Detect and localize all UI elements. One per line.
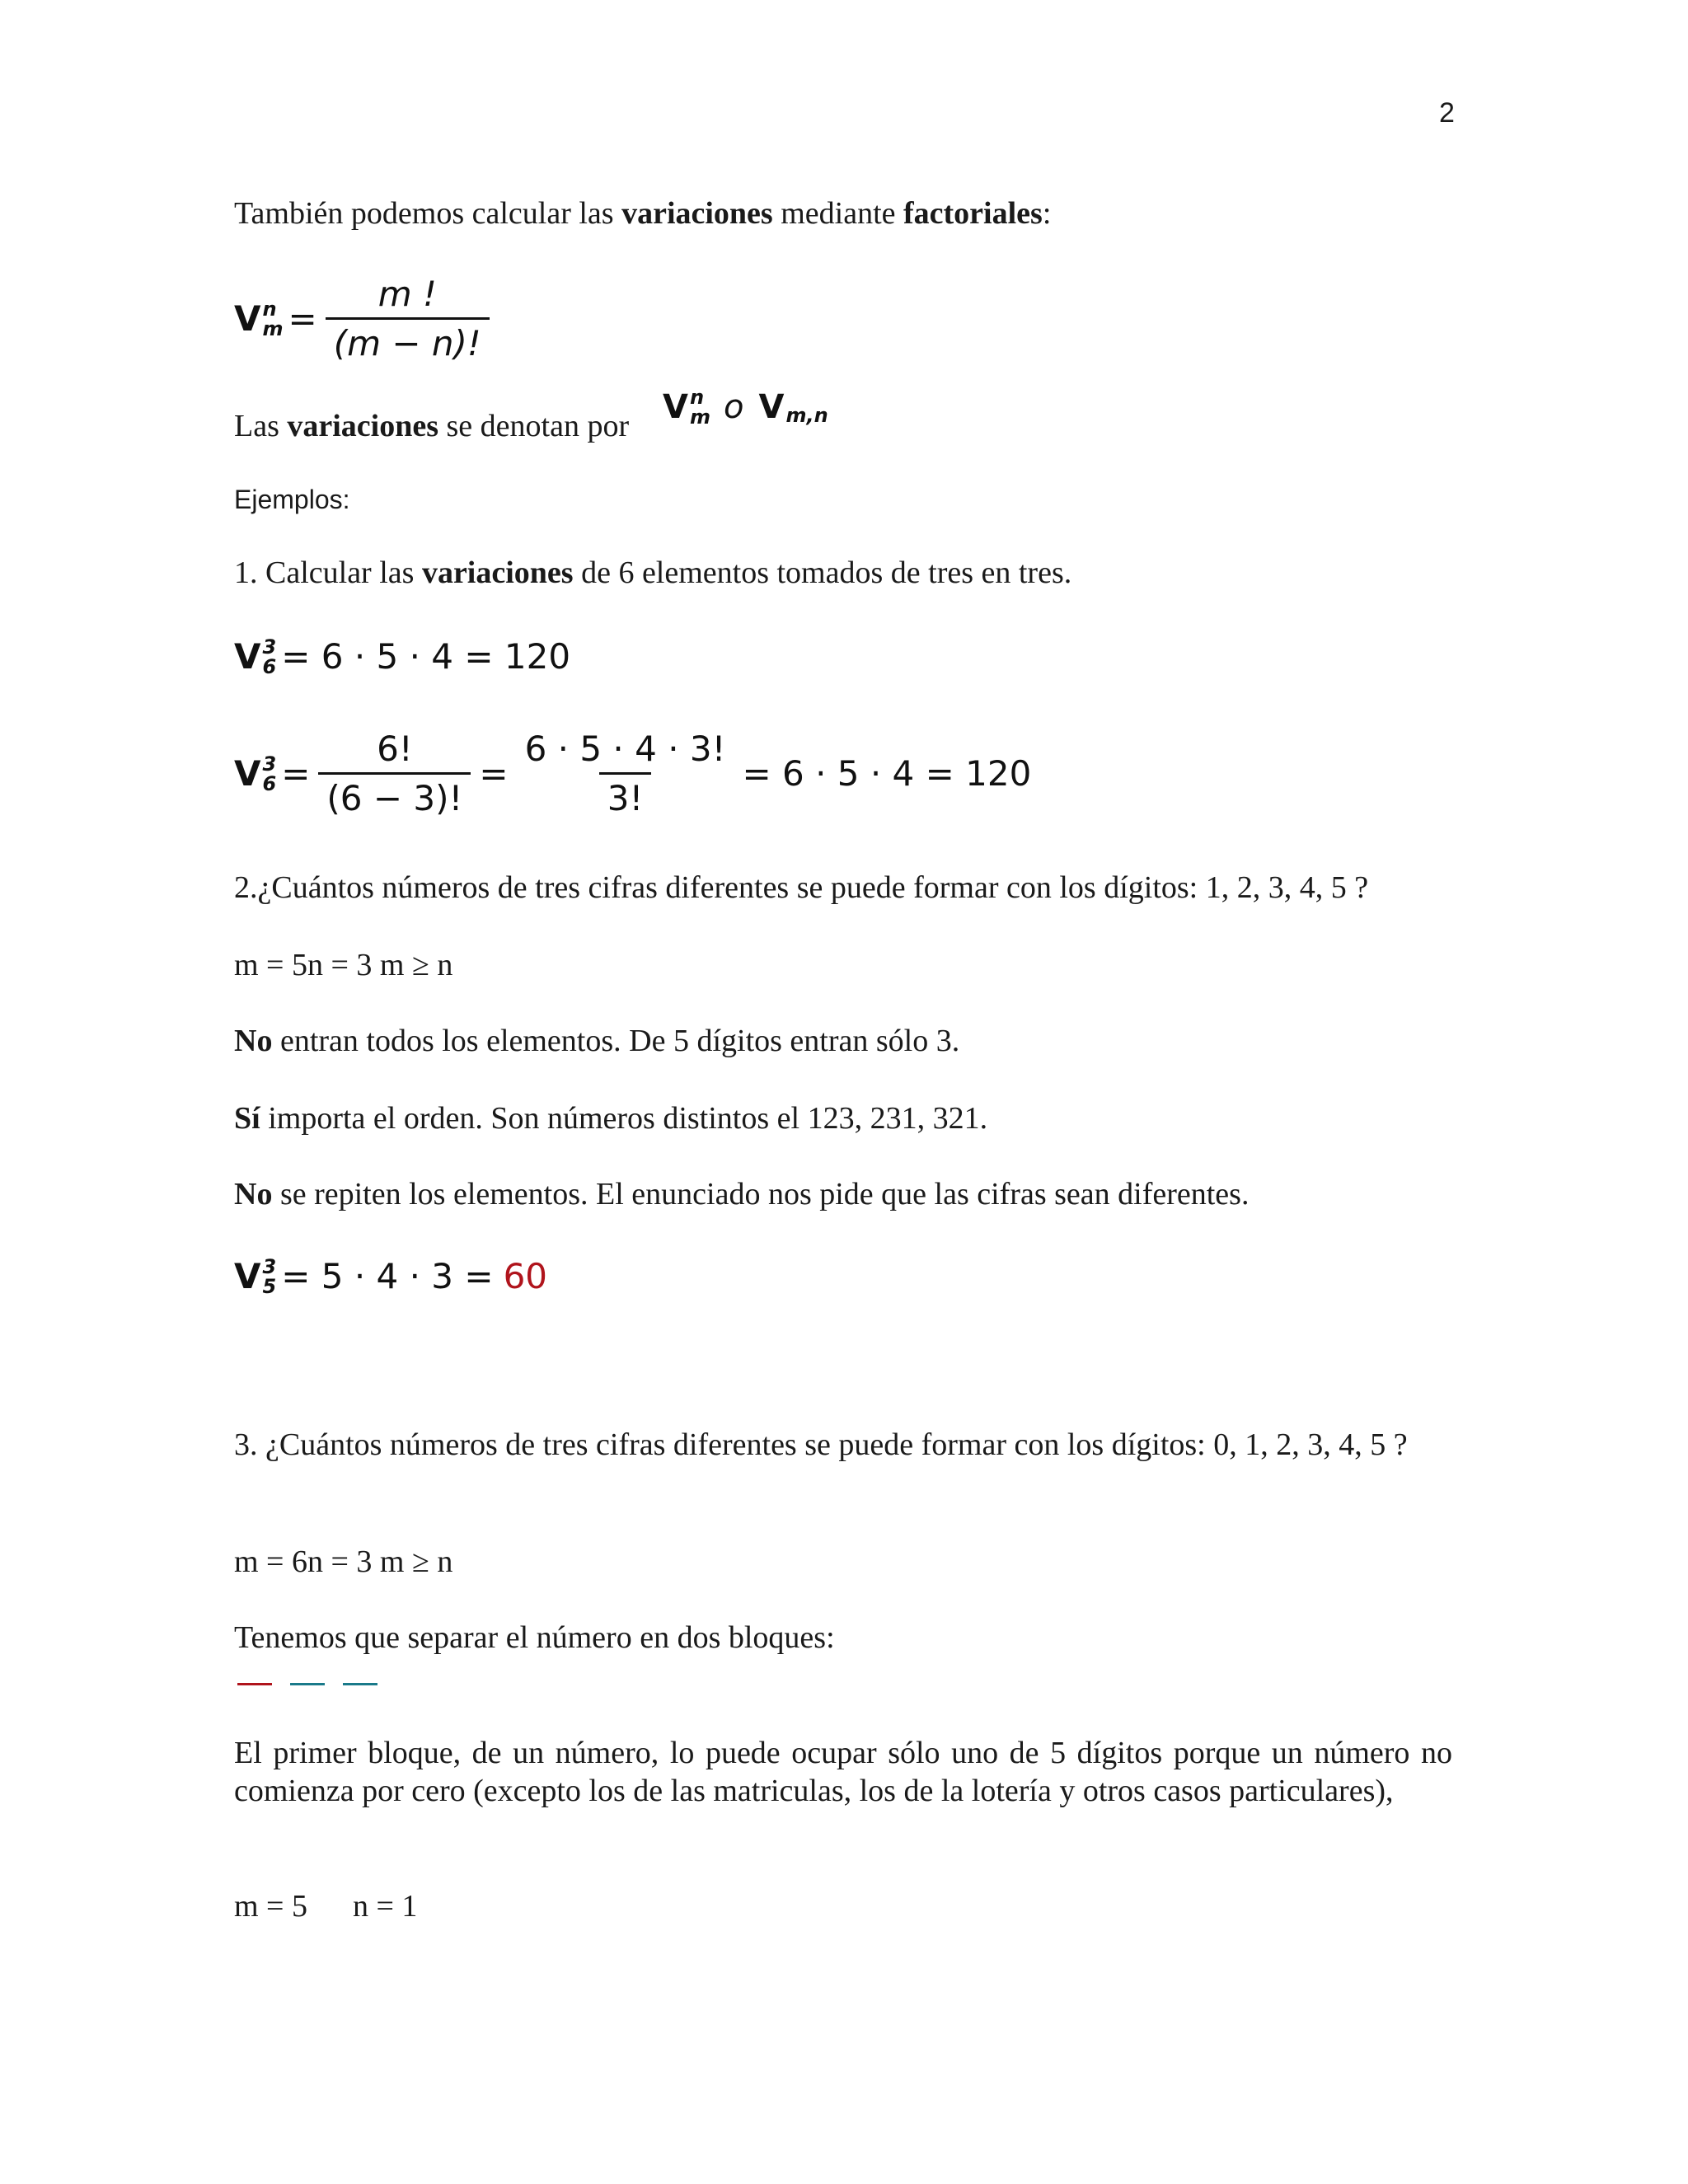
notation-text: Las [234,409,288,443]
ex1f2-eq2: = [479,753,509,794]
ex1f2-den2: 3! [599,772,652,818]
notation-V2: V [758,388,785,426]
block-dash-3 [343,1683,377,1685]
ex1f1-sup: 3 [262,635,277,658]
example3-n-value: n = 1 [353,1889,418,1924]
formula-sup: n [262,297,277,321]
example2-line2-bold: Sí [234,1101,260,1136]
intro-line [234,194,1051,232]
example2-line3 [234,1175,1249,1213]
block-dash-2 [290,1683,325,1685]
ex2f-sup: 3 [262,1254,277,1278]
example3-first-block: El primer bloque, de un número, lo puede ocupar sólo uno de 5 dígitos porque un número no comienza por cero (excepto los de las matriculas, los de la lotería y otros casos particulares), [234,1736,1452,1808]
intro-bold-variaciones: variaciones [621,196,773,231]
ex1f1-sub: 6 [262,654,277,678]
example1-text-post: de 6 elementos tomados de tres en tres. [573,555,1072,590]
ex2f-result: 60 [503,1256,548,1296]
formula-numerator: m ! [377,274,437,314]
example1-statement [234,554,1071,592]
ex2f-rhs: = 5 · 4 · 3 = [281,1256,494,1296]
intro-text-mid: mediante [772,196,903,231]
example2-line1 [234,1022,959,1060]
formula-general [234,274,498,363]
example3-m-value: m = 5 [234,1889,307,1924]
ex1f1-V: V [234,636,261,677]
example3-question: 3. ¿Cuántos números de tres cifras diferentes se puede formar con los dígitos: 0, 1, 2, 3, 4, 5 ? [234,1427,1408,1462]
notation-or: o [723,388,744,426]
notation-V1: V [663,388,688,426]
ex1f2-num1: 6! [377,729,413,769]
ex1f2-eq: = [281,753,311,794]
notation-sub1: m [689,405,710,429]
ex1f2-sub: 6 [262,771,277,795]
ex1f2-V: V [234,753,261,794]
ex1f2-sup: 3 [262,752,277,776]
formula-V: V [234,298,261,339]
example3-params: m = 6n = 3 m ≥ n [234,1544,453,1579]
intro-text: También podemos calcular las [234,196,622,231]
example2-line2 [234,1099,987,1137]
intro-colon: : [1042,196,1052,231]
page-number: 2 [1439,97,1455,129]
example2-formula [234,1256,547,1296]
intro-bold-factoriales: factoriales [903,196,1043,231]
notation-line [234,407,629,445]
example2-question: 2.¿Cuántos números de tres cifras diferentes se puede formar con los dígitos: 1, 2, 3, 4, 5 ? [234,870,1369,905]
notation-bold: variaciones [287,409,439,443]
example3-blocks-text: Tenemos que separar el número en dos bloques: [234,1620,835,1655]
example1-formula2 [234,729,1031,818]
example2-line3-bold: No [234,1177,273,1212]
formula-eq: = [288,298,317,339]
ex1f2-rhs: = 6 · 5 · 4 = 120 [742,753,1032,794]
ex1f2-den1: (6 − 3)! [318,772,471,818]
ex1f1-rhs: = 6 · 5 · 4 = 120 [281,636,571,677]
example2-line1-text: entran todos los elementos. De 5 dígitos entran sólo 3. [272,1024,960,1058]
notation-sup1: n [689,386,705,409]
example2-line2-text: importa el orden. Son números distintos el 123, 231, 321. [260,1101,988,1136]
example1-text: 1. Calcular las [234,555,422,590]
example2-line3-text: se repiten los elementos. El enunciado nos pide que las cifras sean diferentes. [272,1177,1250,1212]
ex2f-V: V [234,1256,261,1296]
block-dash-1 [237,1683,272,1685]
ex2f-sub: 5 [262,1274,277,1298]
notation-symbols [663,387,833,427]
ex1f2-num2: 6 · 5 · 4 · 3! [524,729,726,769]
formula-denominator: (m − n)! [326,317,490,363]
example2-params: m = 5n = 3 m ≥ n [234,948,453,982]
notation-sub2: m,n [785,404,828,427]
notation-text-post: se denotan por [438,409,630,443]
example2-line1-bold: No [234,1024,273,1058]
formula-sub: m [262,316,284,340]
ejemplos-label: Ejemplos: [234,485,350,514]
example1-formula1 [234,636,570,677]
example1-bold: variaciones [421,555,574,590]
